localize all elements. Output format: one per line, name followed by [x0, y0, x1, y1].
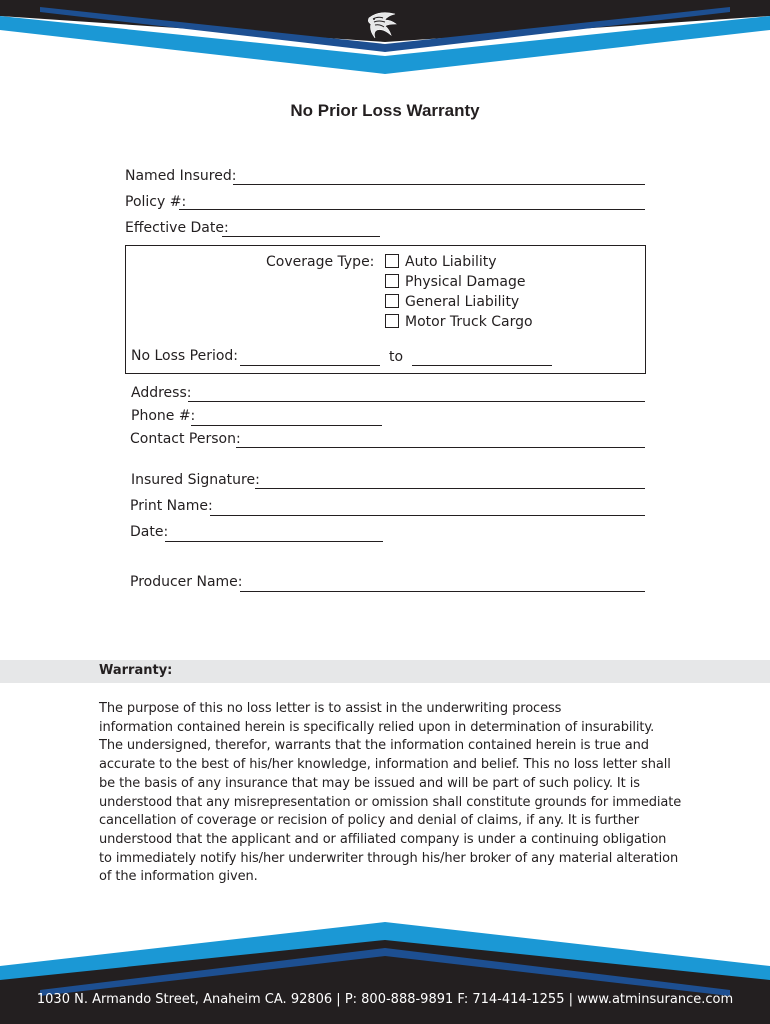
eagle-logo-icon — [365, 8, 399, 42]
physical-damage-checkbox[interactable] — [385, 274, 399, 288]
insured-signature-label: Insured Signature: — [131, 472, 260, 488]
no-loss-period-from-line[interactable] — [240, 365, 380, 366]
auto-liability-label: Auto Liability — [405, 254, 497, 270]
general-liability-checkbox[interactable] — [385, 294, 399, 308]
no-loss-period-to-line[interactable] — [412, 365, 552, 366]
warranty-text: The purpose of this no loss letter is to assist in the underwriting process information contained herein is specifically relied upon in determination of insurability. The undersigned, therefor, warrants that the information contained herein is true and accurate to the best of his/her knowledge, information and belief. This no loss letter shall be the basis of any insurance that may be issued and will be part of such policy. It is understood that any misrepresentation or omission shall constitute grounds for immediate cancellation of coverage or recision of policy and denial of claims, if any. It is further understood that the applicant and or affiliated company is under a continuing obligation to immediately notify his/her underwriter through his/her broker of any material alteration of the information given. — [99, 701, 682, 885]
address-line[interactable] — [188, 401, 645, 402]
general-liability-label: General Liability — [405, 294, 520, 310]
named-insured-line[interactable] — [233, 184, 645, 185]
motor-truck-cargo-checkbox[interactable] — [385, 314, 399, 328]
effective-date-label: Effective Date: — [125, 220, 229, 236]
phone-line[interactable] — [191, 425, 382, 426]
date-label: Date: — [130, 524, 169, 540]
print-name-label: Print Name: — [130, 498, 213, 514]
date-line[interactable] — [165, 541, 383, 542]
address-label: Address: — [131, 385, 192, 401]
named-insured-label: Named Insured: — [125, 168, 237, 184]
contact-person-line[interactable] — [236, 447, 645, 448]
to-label: to — [389, 349, 404, 365]
physical-damage-label: Physical Damage — [405, 274, 526, 290]
auto-liability-checkbox[interactable] — [385, 254, 399, 268]
producer-name-label: Producer Name: — [130, 574, 243, 590]
print-name-line[interactable] — [210, 515, 645, 516]
document-title: No Prior Loss Warranty — [290, 101, 480, 120]
footer-contact-text: 1030 N. Armando Street, Anaheim CA. 92806 | P: 800-888-9891 F: 714-414-1255 | www.atminsurance.com — [36, 992, 734, 1007]
policy-label: Policy #: — [125, 194, 187, 210]
warranty-heading: Warranty: — [99, 663, 173, 678]
producer-name-line[interactable] — [240, 591, 645, 592]
motor-truck-cargo-label: Motor Truck Cargo — [405, 314, 533, 330]
no-loss-period-label: No Loss Period: — [131, 348, 239, 364]
policy-line[interactable] — [179, 209, 645, 210]
contact-person-label: Contact Person: — [130, 431, 241, 447]
effective-date-line[interactable] — [222, 236, 380, 237]
phone-label: Phone #: — [131, 408, 196, 424]
footer-banner — [0, 918, 770, 1024]
insured-signature-line[interactable] — [255, 488, 645, 489]
coverage-type-label: Coverage Type: — [266, 254, 375, 270]
